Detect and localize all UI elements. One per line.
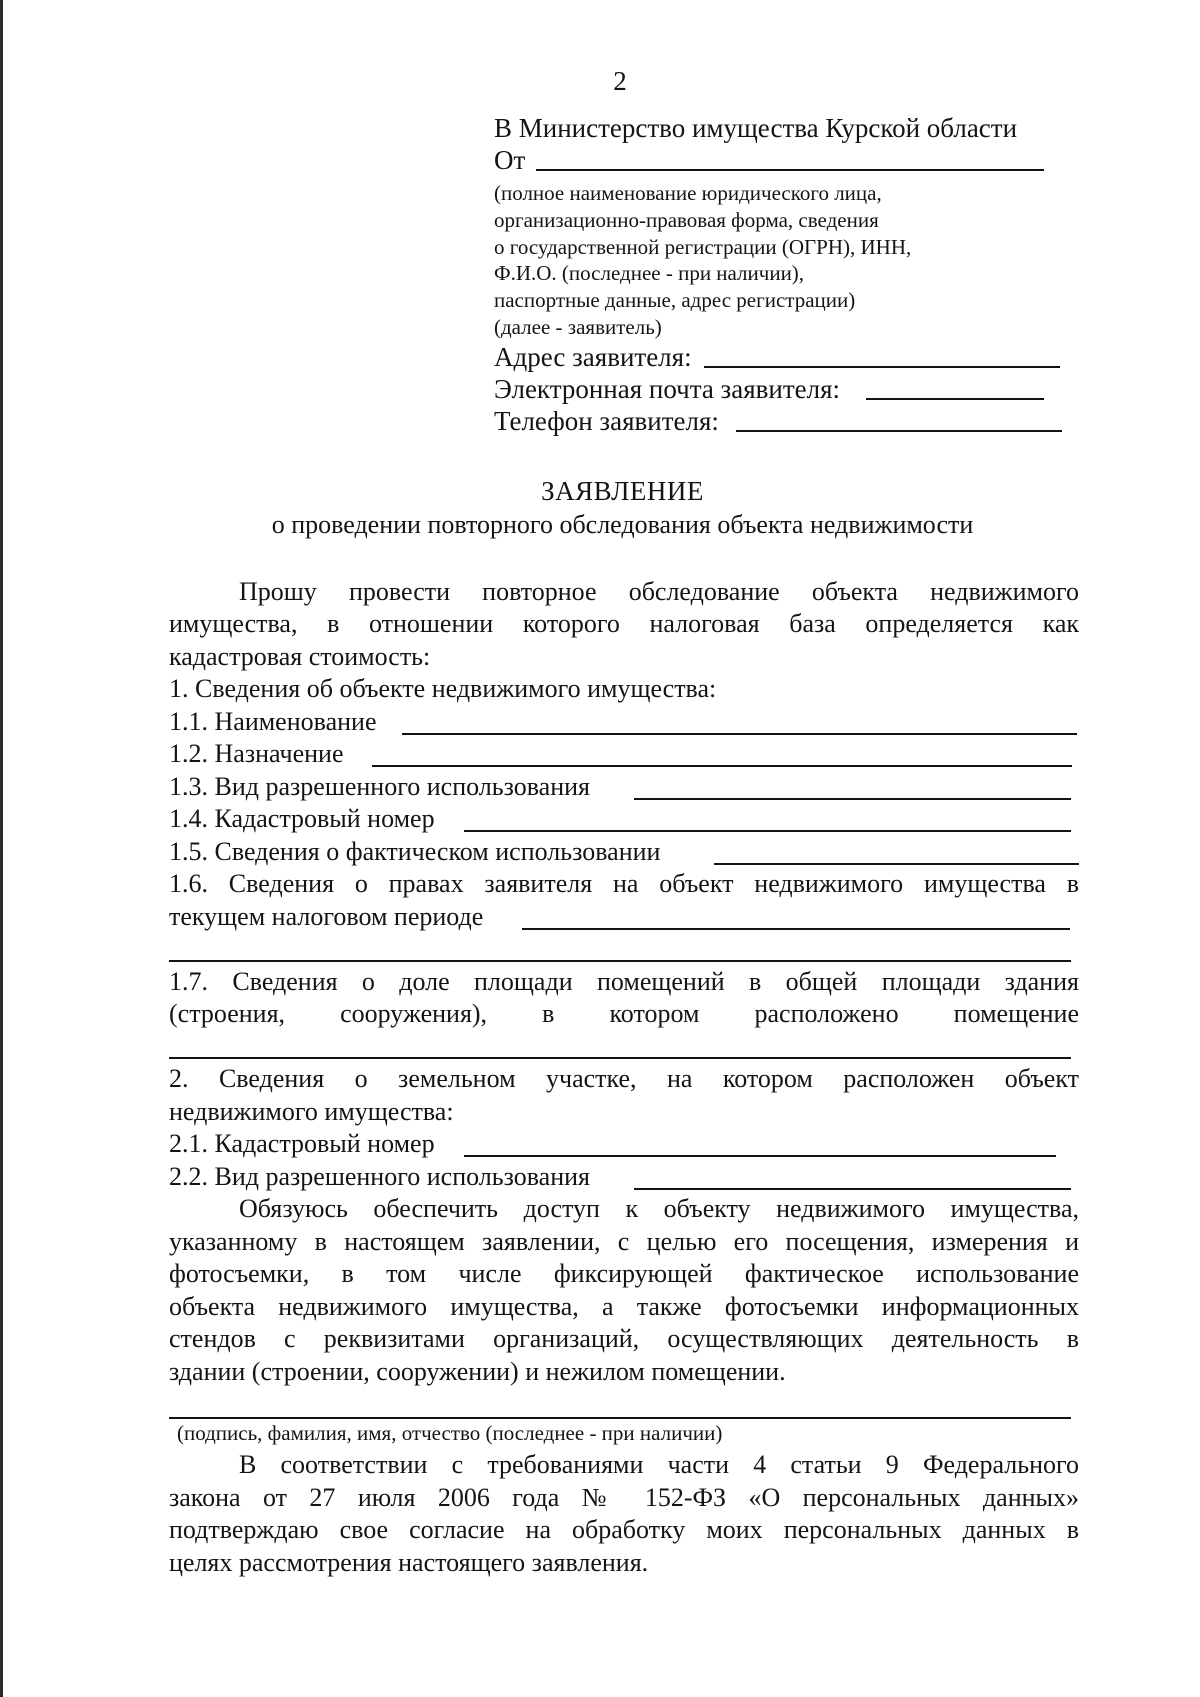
applicant-header — [494, 112, 1074, 437]
header-note-2: организационно-правовая форма, сведения — [494, 207, 879, 232]
email-line — [494, 373, 1074, 405]
section-2-line-2: недвижимого имущества: — [169, 1097, 454, 1126]
item-1-2-label: 1.2. Назначение — [169, 739, 344, 768]
item-1-6-line-2: текущем налоговом периоде — [169, 902, 484, 931]
item-1-6-field-extra[interactable] — [169, 960, 1071, 962]
item-1-7-field[interactable] — [169, 1057, 1071, 1059]
consent-line-1: В соответствии с требованиями части 4 статьи 9 Федерального — [239, 1450, 1079, 1479]
email-field[interactable] — [866, 398, 1044, 400]
obligation-line-1: Обязуюсь обеспечить доступ к объекту недвижимого имущества, — [239, 1194, 1079, 1223]
consent-line-3: подтверждаю свое согласие на обработку моих персональных данных в — [169, 1515, 1079, 1544]
item-1-5-label: 1.5. Сведения о фактическом использовании — [169, 837, 661, 866]
header-note-6: (далее - заявитель) — [494, 314, 662, 339]
phone-label: Телефон заявителя: — [494, 405, 719, 436]
email-label: Электронная почта заявителя: — [494, 373, 841, 404]
item-2-1-label: 2.1. Кадастровый номер — [169, 1129, 435, 1158]
obligation-line-4: объекта недвижимого имущества, а также фотосъемки информационных — [169, 1292, 1079, 1321]
item-1-3-label: 1.3. Вид разрешенного использования — [169, 772, 590, 801]
addressee: В Министерство имущества Курской области — [494, 113, 1018, 143]
section-2-line-1: 2. Сведения о земельном участке, на котором расположен объект — [169, 1064, 1079, 1093]
item-2-2-label: 2.2. Вид разрешенного использования — [169, 1162, 590, 1191]
document-subtitle: о проведении повторного обследования объекта недвижимости — [271, 510, 974, 539]
consent-line-4: целях рассмотрения настоящего заявления. — [169, 1548, 649, 1577]
intro-line-1: Прошу провести повторное обследование объекта недвижимого — [239, 577, 1079, 606]
item-1-5-field[interactable] — [714, 863, 1079, 865]
item-2-2-field[interactable] — [634, 1188, 1071, 1190]
page-edge — [0, 0, 3, 1697]
phone-field[interactable] — [736, 430, 1062, 432]
document-title: ЗАЯВЛЕНИЕ — [541, 476, 704, 506]
address-field[interactable] — [704, 366, 1060, 368]
obligation-line-3: фотосъемки, в том числе фиксирующей фактическое использование — [169, 1259, 1079, 1288]
obligation-line-5: стендов с реквизитами организаций, осуществляющих деятельность в — [169, 1324, 1079, 1353]
header-note-1: (полное наименование юридического лица, — [494, 181, 882, 205]
item-1-1-label: 1.1. Наименование — [169, 707, 377, 736]
signature-field[interactable] — [169, 1417, 1071, 1419]
intro-line-3: кадастровая стоимость: — [169, 642, 431, 671]
item-1-4-label: 1.4. Кадастровый номер — [169, 804, 435, 833]
address-label: Адрес заявителя: — [494, 341, 692, 372]
item-1-6-line-1: 1.6. Сведения о правах заявителя на объект недвижимого имущества в — [169, 869, 1079, 898]
from-field[interactable] — [536, 169, 1044, 171]
phone-line — [494, 405, 1074, 437]
page-number: 2 — [613, 66, 627, 96]
from-line — [494, 144, 1074, 176]
signature-caption: (подпись, фамилия, имя, отчество (последнее - при наличии) — [177, 1421, 723, 1445]
item-2-1-field[interactable] — [464, 1155, 1056, 1157]
item-1-1-field[interactable] — [402, 733, 1077, 735]
item-1-2-field[interactable] — [372, 765, 1072, 767]
intro-line-2: имущества, в отношении которого налоговая база определяется как — [169, 609, 1079, 638]
section-1-heading: 1. Сведения об объекте недвижимого имущества: — [169, 674, 717, 703]
item-1-7-line-1: 1.7. Сведения о доле площади помещений в общей площади здания — [169, 967, 1079, 996]
header-note-4: Ф.И.О. (последнее - при наличии), — [494, 261, 805, 286]
header-note-5: паспортные данные, адрес регистрации) — [494, 288, 856, 313]
consent-line-2: закона от 27 июля 2006 года № 152-ФЗ «О персональных данных» — [169, 1483, 1079, 1512]
obligation-line-2: указанному в настоящем заявлении, с целью его посещения, измерения и — [169, 1227, 1079, 1256]
item-1-4-field[interactable] — [464, 830, 1071, 832]
address-line — [494, 341, 1074, 373]
header-note-3: о государственной регистрации (ОГРН), ИНН, — [494, 234, 912, 259]
obligation-line-6: здании (строении, сооружении) и нежилом помещении. — [169, 1357, 786, 1386]
item-1-7-line-2: (строения, сооружения), в котором расположено помещение — [169, 999, 1079, 1028]
item-1-3-field[interactable] — [634, 798, 1071, 800]
item-1-6-field[interactable] — [522, 928, 1070, 930]
from-label: От — [494, 145, 526, 175]
